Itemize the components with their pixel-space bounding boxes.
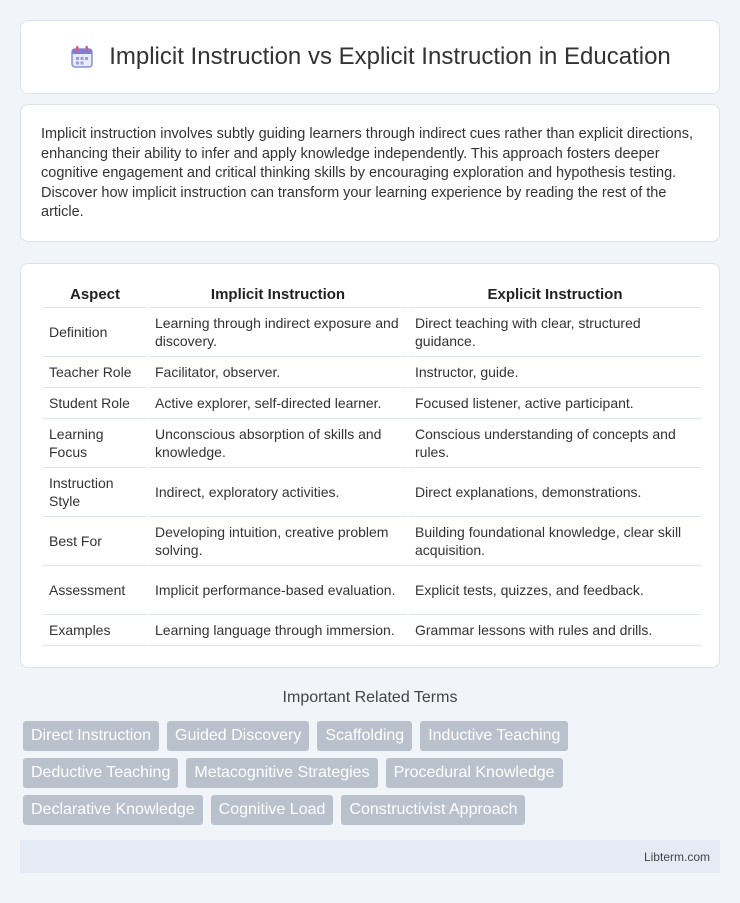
related-terms-title: Important Related Terms: [282, 689, 458, 706]
table-row: [43, 419, 701, 468]
row-implicit: Indirect, exploratory activities.: [149, 468, 407, 517]
row-explicit: Explicit tests, quizzes, and feedback.: [409, 566, 701, 615]
table-row: [43, 468, 701, 517]
comparison-card: [20, 263, 720, 668]
related-term-tag[interactable]: Procedural Knowledge: [386, 758, 563, 788]
related-term-tag[interactable]: Declarative Knowledge: [23, 795, 203, 825]
related-term-tag[interactable]: Constructivist Approach: [341, 795, 525, 825]
related-term-tag[interactable]: Direct Instruction: [23, 721, 159, 751]
row-implicit: Implicit performance-based evaluation.: [149, 566, 407, 615]
row-implicit: Facilitator, observer.: [149, 357, 407, 388]
row-explicit: Instructor, guide.: [409, 357, 701, 388]
related-term-tag[interactable]: Metacognitive Strategies: [186, 758, 377, 788]
row-aspect: Definition: [43, 308, 147, 357]
table-row: [43, 566, 701, 615]
row-explicit: Building foundational knowledge, clear skill acquisition.: [409, 517, 701, 566]
row-implicit: Learning language through immersion.: [149, 615, 407, 646]
related-term-tag[interactable]: Guided Discovery: [167, 721, 309, 751]
related-term-tag[interactable]: Deductive Teaching: [23, 758, 178, 788]
header-aspect: Aspect: [43, 282, 147, 308]
row-aspect: Instruction Style: [43, 468, 147, 517]
row-explicit: Grammar lessons with rules and drills.: [409, 615, 701, 646]
row-implicit: Unconscious absorption of skills and knowledge.: [149, 419, 407, 468]
related-term-tag[interactable]: Scaffolding: [317, 721, 412, 751]
row-explicit: Direct teaching with clear, structured guidance.: [409, 308, 701, 357]
related-term-tag[interactable]: Inductive Teaching: [420, 721, 568, 751]
related-terms-list: [23, 721, 723, 825]
row-explicit: Focused listener, active participant.: [409, 388, 701, 419]
row-aspect: Examples: [43, 615, 147, 646]
table-row: [43, 308, 701, 357]
header-card: [20, 20, 720, 94]
table-row: [43, 357, 701, 388]
table-header-row: [43, 282, 701, 308]
header-explicit: Explicit Instruction: [409, 282, 701, 308]
page-title: Implicit Instruction vs Explicit Instruction in Education: [109, 43, 671, 70]
related-term-tag[interactable]: Cognitive Load: [211, 795, 334, 825]
row-aspect: Student Role: [43, 388, 147, 419]
footer-brand-link[interactable]: Libterm.com: [643, 849, 710, 864]
table-row: [43, 615, 701, 646]
row-implicit: Developing intuition, creative problem solving.: [149, 517, 407, 566]
title-wrap: [69, 43, 671, 71]
row-explicit: Direct explanations, demonstrations.: [409, 468, 701, 517]
row-explicit: Conscious understanding of concepts and rules.: [409, 419, 701, 468]
intro-paragraph: Implicit instruction involves subtly guiding learners through indirect cues rather than explicit directions, enhancing their ability to infer and apply knowledge independently. This approach fosters deeper cognitive engagement and critical thinking skills by encouraging exploration and hypothesis testing. Discover how implicit instruction can transform your learning experience by reading the rest of the article.: [41, 126, 694, 220]
table-row: [43, 388, 701, 419]
row-aspect: Learning Focus: [43, 419, 147, 468]
comparison-table: [41, 282, 703, 646]
footer: [20, 840, 720, 873]
table-row: [43, 517, 701, 566]
row-implicit: Active explorer, self-directed learner.: [149, 388, 407, 419]
intro-card: [20, 104, 720, 242]
row-implicit: Learning through indirect exposure and discovery.: [149, 308, 407, 357]
header-implicit: Implicit Instruction: [149, 282, 407, 308]
row-aspect: Teacher Role: [43, 357, 147, 388]
row-aspect: Assessment: [43, 566, 147, 615]
calendar-icon: [69, 44, 95, 70]
row-aspect: Best For: [43, 517, 147, 566]
